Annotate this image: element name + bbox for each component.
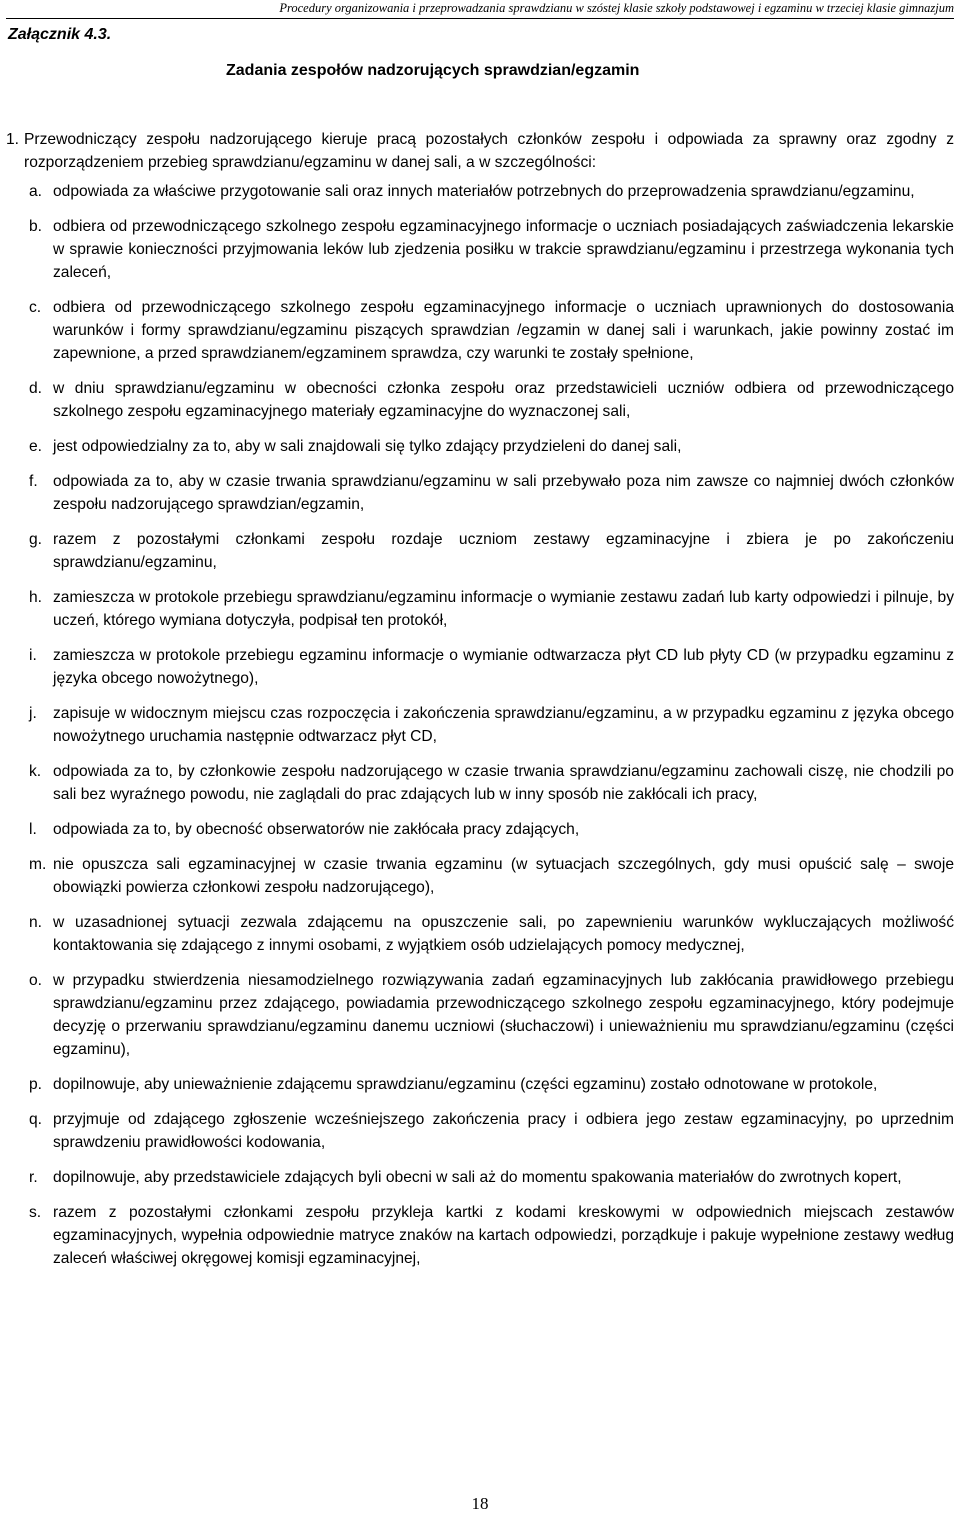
list-item-letter: l. [29,821,37,838]
list-item-letter: a. [29,183,43,200]
list-item-text: w przypadku stwierdzenia niesamodzielnego rozwiązywania zadań egzaminacyjnych lub zakłócania prawidłowego przebiegu sprawdzianu/egzaminu przez zdającego, powiadamia przewodniczącego szkolnego zespołu egzaminacyjnego, który podejmuje decyzję o przerwaniu sprawdzianu/egzaminu danemu uczniowi (słuchaczowi) i unieważnieniu mu sprawdzianu/egzaminu (części egzaminu), [53,972,954,1058]
list-item [29,215,954,284]
list-item-text: dopilnowuje, aby przedstawiciele zdających byli obecni w sali aż do momentu spakowania materiałów do zwrotnych kopert, [53,1169,902,1186]
list-item-letter: h. [29,589,43,606]
list-item [29,911,954,957]
section-intro [6,128,954,174]
document-title: Zadania zespołów nadzorujących sprawdzian/egzamin [226,62,640,79]
list-item [29,853,954,899]
list-item-text: zamieszcza w protokole przebiegu sprawdzianu/egzaminu informacje o wymianie zestawu zadań lub karty odpowiedzi i pilnuje, by uczeń, którego wymiana dotyczyła, podpisał ten protokół, [53,589,954,629]
list-item [29,760,954,806]
list-item-text: odpowiada za to, by obecność obserwatorów nie zakłócała pracy zdających, [53,821,580,838]
list-item [29,180,954,203]
list-item-letter: s. [29,1204,42,1221]
list-item-letter: d. [29,380,43,397]
list-item [29,470,954,516]
list-item [29,1108,954,1154]
list-item [29,969,954,1061]
list-item-letter: f. [29,473,38,490]
list-item-text: w uzasadnionej sytuacji zezwala zdającemu na opuszczenie sali, po zapewnieniu warunków wykluczających możliwość kontaktowania się zdającego z innymi osobami, z wyjątkiem osób udzielających pomocy medycznej, [53,914,954,954]
list-item-letter: c. [29,299,42,316]
list-item-letter: r. [29,1169,38,1186]
list-item-letter: p. [29,1076,43,1093]
list-item-text: odpowiada za to, aby w czasie trwania sprawdzianu/egzaminu w sali przebywało poza nim zawsze co najmniej dwóch członków zespołu nadzorującego sprawdzian/egzamin, [53,473,954,513]
list-item-letter: k. [29,763,42,780]
list-item-text: odpowiada za to, by członkowie zespołu nadzorującego w czasie trwania sprawdzianu/egzaminu zachowali ciszę, nie chodzili po sali bez wyraźnego powodu, nie zaglądali do prac zdających lub w inny sposób nie zakłócali ich pracy, [53,763,954,803]
list-item-letter: e. [29,438,43,455]
list-item [29,586,954,632]
list-item [29,435,954,458]
list-item-letter: n. [29,914,43,931]
list-item [29,1073,954,1096]
list-item [29,528,954,574]
list-item [29,644,954,690]
running-header [6,0,954,19]
running-header-text: Procedury organizowania i przeprowadzania sprawdzianu w szóstej klasie szkoły podstawowej i egzaminu w trzeciej klasie gimnazjum [279,1,954,15]
list-item-text: nie opuszcza sali egzaminacyjnej w czasie trwania egzaminu (w sytuacjach szczególnych, gdy musi opuścić salę – swoje obowiązki powierza członkowi zespołu nadzorującego), [53,856,954,896]
list-item-text: razem z pozostałymi członkami zespołu przykleja kartki z kodami kreskowymi w odpowiednich miejscach zestawów egzaminacyjnych, wypełnia odpowiednie matryce znaków na kartach odpowiedzi, porządkuje i pakuje wypełnione zestawy według zaleceń właściwej okręgowej komisji egzaminacyjnej, [53,1204,954,1267]
list-item [29,1201,954,1270]
list-item-text: odbiera od przewodniczącego szkolnego zespołu egzaminacyjnego informacje o uczniach posiadających zaświadczenia lekarskie w sprawie konieczności przyjmowania leków lub zjedzenia posiłku w trakcie sprawdzianu/egzaminu i przestrzega wykonania tych zaleceń, [53,218,954,281]
list-item-letter: q. [29,1111,43,1128]
list-item [29,377,954,423]
list-item-letter: b. [29,218,43,235]
page-number: 18 [471,1494,489,1513]
list-item [29,702,954,748]
list-item-text: odbiera od przewodniczącego szkolnego zespołu egzaminacyjnego informacje o uczniach uprawnionych do dostosowania warunków i formy sprawdzianu/egzaminu piszących sprawdzian /egzamin w danej sali i warunkach, jakie powinny zostać im zapewnione, a przed sprawdzianem/egzaminem sprawdza, czy warunki te zostały spełnione, [53,299,954,362]
list-item-text: dopilnowuje, aby unieważnienie zdającemu sprawdzianu/egzaminu (części egzaminu) zostało odnotowane w protokole, [53,1076,878,1093]
list-item [29,1166,954,1189]
section-intro-text: Przewodniczący zespołu nadzorującego kieruje pracą pozostałych członków zespołu i odpowiada za sprawny oraz zgodny z rozporządzeniem przebieg sprawdzianu/egzaminu w danej sali, a w szczególności: [24,131,954,171]
list-item [29,818,954,841]
list-item-text: zamieszcza w protokole przebiegu egzaminu informacje o wymianie odtwarzacza płyt CD lub płyty CD (w przypadku egzaminu z języka obcego nowożytnego), [53,647,954,687]
list-item-text: w dniu sprawdzianu/egzaminu w obecności członka zespołu oraz przedstawicieli uczniów odbiera od przewodniczącego szkolnego zespołu egzaminacyjnego materiały egzaminacyjne do wyznaczonej sali, [53,380,954,420]
attachment-label: Załącznik 4.3. [8,26,112,43]
task-list [0,180,960,1270]
list-item-text: zapisuje w widocznym miejscu czas rozpoczęcia i zakończenia sprawdzianu/egzaminu, a w przypadku egzaminu z języka obcego nowożytnego uruchamia następnie odtwarzacz płyt CD, [53,705,954,745]
section-number: 1. [6,131,20,148]
list-item [29,296,954,365]
list-item-letter: m. [29,856,47,873]
list-item-letter: j. [29,705,37,722]
list-item-text: jest odpowiedzialny za to, aby w sali znajdowali się tylko zdający przydzieleni do danej sali, [53,438,682,455]
list-item-text: odpowiada za właściwe przygotowanie sali oraz innych materiałów potrzebnych do przeprowadzenia sprawdzianu/egzaminu, [53,183,915,200]
list-item-letter: o. [29,972,43,989]
list-item-text: razem z pozostałymi członkami zespołu rozdaje uczniom zestawy egzaminacyjne i zbiera je po zakończeniu sprawdzianu/egzaminu, [53,531,954,571]
list-item-letter: i. [29,647,37,664]
list-item-letter: g. [29,531,43,548]
document-body [0,128,960,1282]
list-item-text: przyjmuje od zdającego zgłoszenie wcześniejszego zakończenia pracy i odbiera jego zestaw egzaminacyjny, po uprzednim sprawdzeniu prawidłowości kodowania, [53,1111,954,1151]
